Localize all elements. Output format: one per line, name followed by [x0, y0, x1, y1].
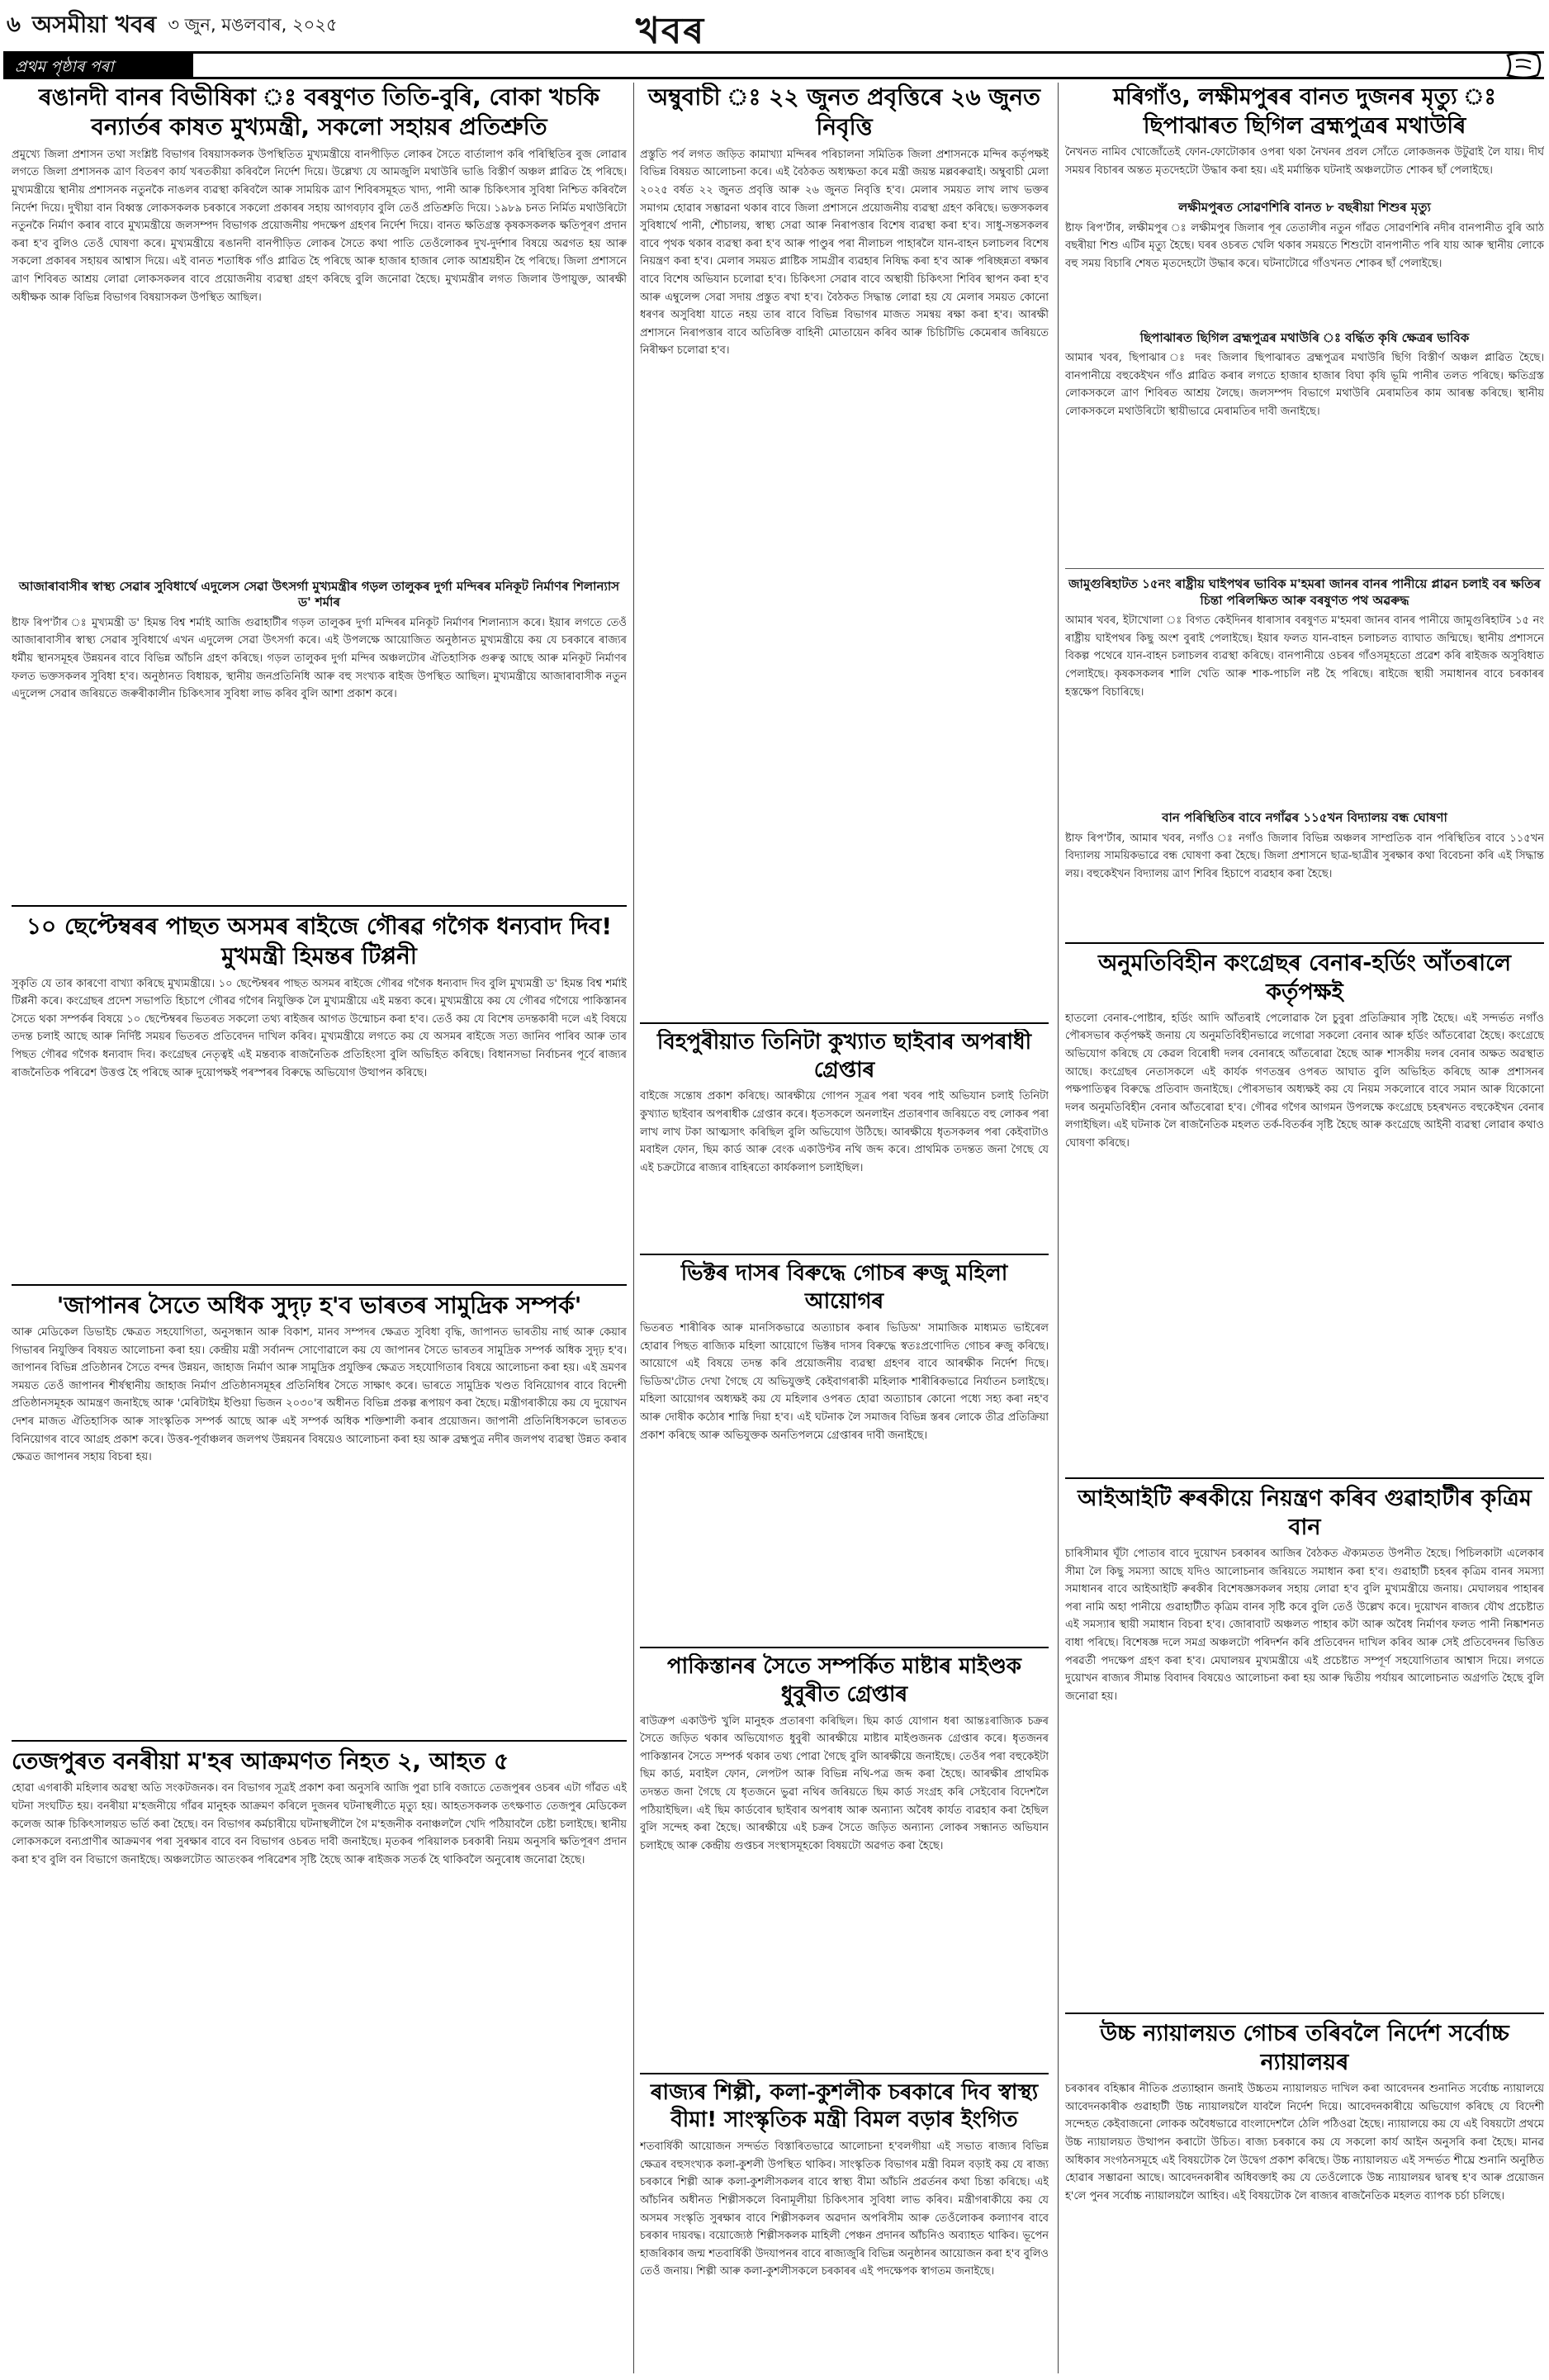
subheadline: বান পৰিস্থিতিৰ বাবে নগাঁৱৰ ১১৫খন বিদ্যালয় বন্ধ ঘোষণা — [1162, 810, 1447, 826]
headline: বিহপুৰীয়াত তিনিটা কুখ্যাত ছাইবাৰ অপৰাধী গ্ৰেপ্তাৰ — [656, 1029, 1032, 1083]
divider — [640, 1022, 1049, 1024]
divider — [1065, 2013, 1544, 2014]
story-ranganadi — [12, 83, 627, 900]
article-body: বাইজে সন্তোষ প্ৰকাশ কৰিছে। আৰক্ষীয়ে গোপন সূত্ৰৰ পৰা খবৰ পাই অভিযান চলাই তিনিটা কুখ্যাত ছাইবাৰ অপৰাধীক গ্ৰেপ্তাৰ কৰে। ধৃতসকলে অনলাইন প্ৰতাৰণাৰ জৰিয়তে বহু লোকৰ পৰা লাখ লাখ টকা আত্মসাৎ কৰিছিল বুলি অভিযোগ উঠিছে। আৰক্ষীয়ে ধৃতসকলৰ পৰা কেইবাটাও মবাইল ফোন, ছিম কাৰ্ড আৰু বেংক একাউণ্টৰ নথি জব্দ কৰে। প্ৰাথমিক তদন্তত জনা গৈছে যে এই চক্ৰটোৱে ৰাজ্যৰ বাহিৰতো কাৰ্যকলাপ চলাইছিল। — [640, 1090, 1049, 1174]
story-supreme — [1065, 2019, 1544, 2328]
divider — [640, 1647, 1049, 1648]
article-body: ষ্টাফ ৰিপ'ৰ্টাৰ ঃ মুখ্যমন্ত্ৰী ড' হিমন্ত বিশ্ব শৰ্মাই আজি গুৱাহাটীৰ গড়ল তালুকৰ দুৰ্গা মন্দিৰৰ মনিকূট নিৰ্মাণৰ শিলান্যাস কৰে। ইয়াৰ লগতে তেওঁ আজাৰাবাসীৰ স্বাস্থ্য সেৱাৰ সুবিধাৰ্থে এখন এদুলেন্স সেৱা উৎসৰ্গা কৰে। এই উপলক্ষে আয়োজিত অনুষ্ঠানত মুখ্যমন্ত্ৰীয়ে কয় যে চৰকাৰে ৰাজ্যৰ ধৰ্মীয় স্থানসমূহৰ উন্নয়নৰ বাবে বিভিন্ন আঁচনি গ্ৰহণ কৰিছে। গড়ল তালুকৰ দুৰ্গা মন্দিৰ অঞ্চলটোৰ ঐতিহাসিক গুৰুত্ব আছে আৰু মনিকূট নিৰ্মাণৰ ফলত ভক্তসকলৰ সুবিধা হ'ব। অনুষ্ঠানত বিধায়ক, স্থানীয় জনপ্ৰতিনিধি আৰু বহু সংখ্যক ৰাইজ উপস্থিত আছিল। মুখ্যমন্ত্ৰীয়ে আজাৰাবাসীক নতুন এদুলেন্স সেৱাৰ জৰিয়তে জৰুৰীকালীন চিকিৎসাৰ সুবিধা লাভ কৰিব বুলি আশা প্ৰকাশ কৰে। — [12, 616, 627, 701]
article-body: আমাৰ খবৰ, ছিপাঝাৰ ঃ দৰং জিলাৰ ছিপাঝাৰত ব্ৰহ্মপুত্ৰৰ মথাউৰি ছিগি বিস্তীৰ্ণ অঞ্চল প্লাৱিত হৈছে। বানপানীয়ে বহুকেইখন গাঁও প্লাৱিত কৰাৰ লগতে হাজাৰ হাজাৰ বিঘা কৃষি ভূমি পানীৰ তলত পৰিছে। ক্ষতিগ্ৰস্ত লোকসকলে ত্ৰাণ শিবিৰত আশ্ৰয় লৈছে। জলসম্পদ বিভাগে মথাউৰি মেৰামতিৰ কাম আৰম্ভ কৰিছে। স্থানীয় লোকসকলে মথাউৰিটো স্থায়ীভাৱে মেৰামতিৰ দাবী জনাইছে। — [1065, 352, 1544, 418]
headline: ৰঙানদী বানৰ বিভীষিকা ঃ বৰষুণত তিতি-বুৰি, বোকা খচকি বন্যাৰ্তৰ কাষত মুখ্যমন্ত্ৰী, সকলো সহায়ৰ প্ৰতিশ্ৰুতি — [38, 83, 600, 141]
article-body: সুকৃতি যে তাৰ কাৰণো বাখ্যা কৰিছে মুখ্যমন্ত্ৰীয়ে। ১০ ছেপ্টেম্বৰৰ পাছত অসমৰ ৰাইজে গৌৰৱ গগৈক ধন্যবাদ দিব বুলি মুখ্যমন্ত্ৰী ড' হিমন্ত বিশ্ব শৰ্মাই টিপ্পনী কৰে। কংগ্ৰেছৰ প্ৰদেশ সভাপতি হিচাপে গৌৰৱ গগৈৰ নিযুক্তিক লৈ মুখ্যমন্ত্ৰীয়ে এই মন্তব্য কৰে। মুখ্যমন্ত্ৰীয়ে কয় যে গৌৰৱ গগৈয়ে পাকিস্তানৰ সৈতে থকা সম্পৰ্কৰ বিষয়ে ১০ ছেপ্টেম্বৰৰ ভিতৰত সকলো তথ্য ৰাইজৰ আগত উন্মোচন কৰা হ'ব। তেওঁ কয় যে বিশেষ তদন্তকাৰী দলে এই বিষয়ে তদন্ত চলাই আছে আৰু নিৰ্দিষ্ট সময়ৰ ভিতৰত প্ৰতিবেদন দাখিল কৰিব। মুখ্যমন্ত্ৰীয়ে লগতে কয় যে অসমৰ ৰাইজে সত্য জানিব পাৰিব আৰু তাৰ পিছত গৌৰৱ গগৈক ধন্যবাদ দিব। কংগ্ৰেছৰ নেতৃত্বই এই মন্তব্যক ৰাজনৈতিক প্ৰতিহিংসা বুলি অভিহিত কৰিছে। বিধানসভা নিৰ্বাচনৰ পূৰ্বে ৰাজ্যৰ ৰাজনৈতিক পৰিৱেশ উত্তপ্ত হৈ পৰিছে আৰু দুয়োপক্ষই পৰস্পৰৰ বিৰুদ্ধে অভিযোগ উত্থাপন কৰিছে। — [12, 977, 627, 1079]
divider — [12, 1284, 627, 1286]
article-body: হাতলো বেনাৰ-পোষ্টাৰ, হৰ্ডিং আদি আঁতৰাই পেলোৱাক লৈ চুবুৰা প্ৰতিক্ৰিয়াৰ সৃষ্টি হৈছে। এই সন্দৰ্ভত নগাঁও পৌৰসভাৰ কৰ্তৃপক্ষই জনায় যে অনুমতিবিহীনভাৱে লগোৱা সকলো বেনাৰ আৰু হৰ্ডিং আঁতৰোৱা হৈছে। কংগ্ৰেছে অভিযোগ কৰিছে যে কেৱল বিৰোধী দলৰ বেনাৰহে আঁতৰোৱা হৈছে আৰু শাসকীয় দলৰ বেনাৰ অক্ষত অৱস্থাত আছে। কংগ্ৰেছৰ নেতাসকলে এই কাৰ্যক গণতন্ত্ৰৰ ওপৰত আঘাত বুলি অভিহিত কৰিছে আৰু প্ৰশাসনৰ পক্ষপাতিত্বৰ বিৰুদ্ধে প্ৰতিবাদ জনাইছে। পৌৰসভাৰ অধ্যক্ষই কয় যে নিয়ম সকলোৰে বাবে সমান আৰু যিকোনো দলৰ অনুমতিবিহীন বেনাৰ আঁতৰোৱা হ'ব। গৌৰৱ গগৈৰ আগমন উপলক্ষে কংগ্ৰেছে চহৰখনত বহুকেইখন বেনাৰ লগাইছিল। এই ঘটনাক লৈ ৰাজনৈতিক মহলত তৰ্ক-বিতৰ্কৰ সৃষ্টি হৈছে আৰু কংগ্ৰেছে আইনী ব্যৱস্থা লোৱাৰ কথাও ঘোষণা কৰিছে। — [1065, 1012, 1544, 1150]
page-title: খবৰ — [636, 10, 706, 52]
page-number: ৬ — [7, 12, 21, 37]
story-tezpur — [12, 1747, 627, 2027]
story-bihpuria — [640, 1029, 1049, 1249]
headline: পাকিস্তানৰ সৈতে সম্পৰ্কিত মাষ্টাৰ মাইণ্ডক ধুবুৰীত গ্ৰেপ্তাৰ — [667, 1653, 1021, 1707]
divider — [640, 1254, 1049, 1255]
article-body: চৰকাৰৰ বহিষ্কাৰ নীতিক প্ৰত্যাহ্বান জনাই উচ্চতম ন্যায়ালয়ত দাখিল কৰা আবেদনৰ শুনানিত সৰ্বোচ্চ ন্যায়ালয়ে আবেদনকাৰীক গুৱাহাটী উচ্চ ন্যায়ালয়লৈ যাবলৈ নিৰ্দেশ দিয়ে। আবেদনকাৰীয়ে অভিযোগ কৰিছে যে বিদেশী সন্দেহত কেইবাজনো লোকক অবৈধভাৱে বাংলাদেশলৈ ঠেলি পঠিওৱা হৈছে। ন্যায়ালয়ে কয় যে এই বিষয়টো প্ৰথমে উচ্চ ন্যায়ালয়ত উত্থাপন কৰাটো উচিত। ৰাজ্য চৰকাৰে কয় যে সকলো কাৰ্য আইন অনুসৰি কৰা হৈছে। মানৱ অধিকাৰ সংগঠনসমূহে এই বিষয়টোক লৈ উদ্বেগ প্ৰকাশ কৰিছে। উচ্চ ন্যায়ালয়ত এই সন্দৰ্ভত শীঘ্ৰে শুনানি অনুষ্ঠিত হোৱাৰ সম্ভাৱনা আছে। আবেদনকাৰীৰ অধিবক্তাই কয় যে তেওঁলোকে উচ্চ ন্যায়ালয়ৰ দ্বাৰস্থ হ'ব আৰু প্ৰয়োজন হ'লে পুনৰ সৰ্বোচ্চ ন্যায়ালয়লৈ আহিব। এই বিষয়টোক লৈ ৰাজ্যৰ ৰাজনৈতিক মহলত ব্যাপক চৰ্চা চলিছে। — [1065, 2083, 1544, 2202]
divider — [1065, 942, 1544, 944]
story-iit — [1065, 1484, 1544, 2008]
story-ambubachi — [640, 83, 1049, 1017]
story-morigaon — [1065, 83, 1544, 564]
paper-name: অসমীয়া খবৰ — [31, 10, 157, 38]
section-strip — [3, 51, 1544, 79]
masthead — [0, 0, 1549, 51]
headline: মৰিগাঁও, লক্ষীমপুৰৰ বানত দুজনৰ মৃত্যু ঃ ছিপাঝাৰত ছিগিল ব্ৰহ্মপুত্ৰৰ মথাউৰি — [1113, 84, 1496, 140]
article-body: নৈখনত নামিব খোজোঁতেই ফোন-ফোটোকাৰ ওপৰা থকা নৈখনৰ প্ৰবল সোঁতে লোকজনক উটুৱাই লৈ যায়। দীৰ্ঘ সময়ৰ বিচাৰৰ অন্তত মৃতদেহটো উদ্ধাৰ কৰা হয়। এই মৰ্মান্তিক ঘটনাই অঞ্চলটোত শোকৰ ছাঁ পেলাইছে। — [1065, 146, 1544, 177]
article-body: ভিতৰত শাৰীৰিক আৰু মানসিকভাৱে অত্যাচাৰ কৰাৰ ভিডিঅ' সামাজিক মাধ্যমত ভাইৰেল হোৱাৰ পিছত ৰাজ্যিক মহিলা আয়োগে ভিক্টৰ দাসৰ বিৰুদ্ধে স্বতঃপ্ৰণোদিত গোচৰ ৰুজু কৰিছে। আয়োগে এই বিষয়ে তদন্ত কৰি প্ৰয়োজনীয় ব্যৱস্থা গ্ৰহণৰ বাবে আৰক্ষীক নিৰ্দেশ দিছে। ভিডিঅ'টোত দেখা গৈছে যে অভিযুক্তই কেইবাগৰাকী মহিলাক শাৰীৰিকভাৱে নিৰ্যাতন চলাইছে। মহিলা আয়োগৰ অধ্যক্ষই কয় যে মহিলাৰ ওপৰত হোৱা অত্যাচাৰ কোনো পধ্যে সহ্য কৰা নহ'ব আৰু দোষীক কঠোৰ শাস্তি দিয়া হ'ব। এই ঘটনাক লৈ সমাজৰ বিভিন্ন স্তৰৰ লোকে তীব্ৰ প্ৰতিক্ৰিয়া প্ৰকাশ কৰিছে আৰু অভিযুক্তক অনতিপলমে গ্ৰেপ্তাৰৰ দাবী জনাইছে। — [640, 1321, 1049, 1442]
divider — [1065, 568, 1544, 569]
headline: ৰাজ্যৰ শিল্পী, কলা-কুশলীক চৰকাৰে দিব স্বাস্থ্য বীমা! সাংস্কৃতিক মন্ত্ৰী বিমল বড়াৰ ইংগিত — [650, 2079, 1039, 2133]
publication-date: ৩ জুন, মঙলবাৰ, ২০২৫ — [168, 14, 338, 35]
headline: অনুমতিবিহীন কংগ্ৰেছৰ বেনাৰ-হৰ্ডিং আঁতৰালে কৰ্তৃপক্ষই — [1097, 950, 1512, 1005]
story-artists — [640, 2079, 1049, 2375]
divider — [12, 1740, 627, 1742]
column-left — [12, 83, 627, 2375]
story-jamuguri — [1065, 573, 1544, 937]
divider — [1065, 1477, 1544, 1479]
article-body: চাৰিসীমাৰ ঘূঁটা পোতাৰ বাবে দুয়োখন চৰকাৰৰ আজিৰ বৈঠকত ঐক্যমতত উপনীত হৈছে। পিচিলকাটা এলেকাৰ সীমা লৈ কিছু সমস্যা আছে যদিও আলোচনাৰ জৰিয়তে সমাধান কৰা হ'ব। গুৱাহাটী চহৰৰ কৃত্ৰিম বানৰ সমস্যা সমাধানৰ বাবে আইআইটি ৰুৰকীৰ বিশেষজ্ঞসকলৰ সহায় লোৱা হ'ব বুলি মুখ্যমন্ত্ৰীয়ে জনায়। মেঘালয়ৰ পাহাৰৰ পৰা নামি অহা পানীয়ে গুৱাহাটীত কৃত্ৰিম বানৰ সৃষ্টি কৰে বুলি তেওঁ উল্লেখ কৰে। দুয়োখন ৰাজ্যৰ যৌথ প্ৰচেষ্টাত এই সমস্যাৰ স্থায়ী সমাধান বিচৰা হ'ব। জোৰাবাট অঞ্চলত পাহাৰ কটা আৰু অবৈধ নিৰ্মাণৰ ফলত পানী নিষ্কাশনত বাধা পৰিছে। বিশেষজ্ঞ দলে সমগ্ৰ অঞ্চলটো পৰিদৰ্শন কৰি প্ৰতিবেদন দাখিল কৰিব আৰু সেই প্ৰতিবেদনৰ ভিত্তিত পৰৱৰ্তী পদক্ষেপ গ্ৰহণ কৰা হ'ব। মেঘালয়ৰ মুখ্যমন্ত্ৰীয়ে এই প্ৰচেষ্টাত সম্পূৰ্ণ সহযোগিতাৰ আশ্বাস দিয়ে। লগতে দুয়োখন ৰাজ্যৰ সীমান্ত বিবাদৰ বিষয়েও আলোচনা কৰা হয় আৰু দ্বিতীয় পৰ্যায়ৰ আলোচনাত অগ্ৰগতি হৈছে বুলি জনোৱা হয়। — [1065, 1548, 1544, 1703]
article-body: ৰাউত্ৰুপ একাউণ্ট খুলি মানুহক প্ৰতাৰণা কৰিছিল। ছিম কাৰ্ড যোগান ধৰা আন্তঃৰাজ্যিক চক্ৰৰ সৈতে জড়িত থকাৰ অভিযোগত ধুবুৰী আৰক্ষীয়ে মাষ্টাৰ মাইণ্ডজনক গ্ৰেপ্তাৰ কৰে। ধৃতজনৰ পাকিস্তানৰ সৈতে সম্পৰ্ক থকাৰ তথ্য পোৱা গৈছে বুলি আৰক্ষীয়ে জনাইছে। তেওঁৰ পৰা বহুকেইটা ছিম কাৰ্ড, মবাইল ফোন, লেপটপ আৰু বিভিন্ন নথি-পত্ৰ জব্দ কৰা হৈছে। আৰক্ষীৰ প্ৰাথমিক তদন্তত জনা গৈছে যে ধৃতজনে ভুৱা নথিৰ জৰিয়তে ছিম কাৰ্ড সংগ্ৰহ কৰি সেইবোৰ বিদেশলৈ পঠিয়াইছিল। এই ছিম কাৰ্ডবোৰ ছাইবাৰ অপৰাধ আৰু অন্যান্য অবৈধ কাৰ্যত ব্যৱহাৰ কৰা হৈছিল বুলি সন্দেহ কৰা হৈছে। আৰক্ষীয়ে এই চক্ৰৰ সৈতে জড়িত অন্যান্য লোকৰ সন্ধানত অভিযান চলাইছে আৰু কেন্দ্ৰীয় গুপ্তচৰ সংস্থাসমূহকো বিষয়টো অৱগত কৰা হৈছে। — [640, 1714, 1049, 1852]
headline: উচ্চ ন্যায়ালয়ত গোচৰ তৰিবলৈ নিৰ্দেশ সৰ্বোচ্চ ন্যায়ালয়ৰ — [1100, 2021, 1509, 2076]
subheadline: ছিপাঝাৰত ছিগিল ব্ৰহ্মপুত্ৰৰ মথাউৰি ঃ বৰ্দ্ধিত কৃষি ক্ষেত্ৰৰ ভাবিক — [1139, 330, 1470, 345]
subheadline: লক্ষীমপুৰত সোৱণশিৰি বানত ৮ বছৰীয়া শিশুৰ মৃত্যু — [1178, 200, 1431, 216]
headline: ভিক্টৰ দাসৰ বিৰুদ্ধে গোচৰ ৰুজু মহিলা আয়োগৰ — [680, 1261, 1008, 1315]
divider — [640, 2073, 1049, 2074]
column-rule — [633, 83, 634, 2373]
headline: 'জাপানৰ সৈতে অধিক সুদৃঢ় হ'ব ভাৰতৰ সামুদ্ৰিক সম্পৰ্ক' — [56, 1291, 582, 1319]
divider — [12, 905, 627, 907]
story-gaurav — [12, 912, 627, 1279]
subheadline: আজাৰাবাসীৰ স্বাস্থ্য সেৱাৰ সুবিধাৰ্থে এদুলেস সেৱা উৎসৰ্গা মুখ্যমন্ত্ৰীৰ গড়ল তালুকৰ দুৰ্গা মন্দিৰৰ মনিকূট নিৰ্মাণৰ শিলান্যাস ড' শৰ্মাৰ — [18, 578, 620, 610]
column-right — [1065, 83, 1544, 2375]
story-congress — [1065, 949, 1544, 1472]
article-body: শতবাৰ্ষিকী আয়োজন সন্দৰ্ভত বিস্তাৰিতভাৱে আলোচনা হ'বলগীয়া এই সভাত ৰাজ্যৰ বিভিন্ন ক্ষেত্ৰৰ বহুসংখ্যক কলা-কুশলী উপস্থিত থাকিব। সাংস্কৃতিক বিভাগৰ মন্ত্ৰী বিমল বড়াই কয় যে ৰাজ্য চৰকাৰে শিল্পী আৰু কলা-কুশলীসকলৰ বাবে স্বাস্থ্য বীমা আঁচনি প্ৰৱৰ্তনৰ কথা চিন্তা কৰিছে। এই আঁচনিৰ অধীনত শিল্পীসকলে বিনামূলীয়া চিকিৎসাৰ সুবিধা লাভ কৰিব। মন্ত্ৰীগৰাকীয়ে কয় যে অসমৰ সংস্কৃতি সুৰক্ষাৰ বাবে শিল্পীসকলৰ অৱদান অপৰিসীম আৰু তেওঁলোকৰ কল্যাণৰ বাবে চৰকাৰ দায়বদ্ধ। বয়োজ্যেষ্ঠ শিল্পীসকলক মাহিলী পেঞ্চন প্ৰদানৰ আঁচনিও অব্যাহত থাকিব। ভূপেন হাজৰিকাৰ জন্ম শতবাৰ্ষিকী উদযাপনৰ বাবে ৰাজ্যজুৰি বিভিন্ন অনুষ্ঠানৰ আয়োজন কৰা হ'ব বুলিও তেওঁ জনায়। শিল্পী আৰু কলা-কুশলীসকলে চৰকাৰৰ এই পদক্ষেপক স্বাগতম জনাইছে। — [640, 2141, 1049, 2278]
article-body: প্ৰস্তুতি পৰ্ব লগত জড়িত কামাখ্যা মন্দিৰৰ পৰিচালনা সমিতিক জিলা প্ৰশাসনকে মন্দিৰ কৰ্তৃপক্ষই বিভিন্ন বিষয়ত আলোচনা কৰে। এই বৈঠকত অধ্যক্ষতা কৰে মন্ত্ৰী জয়ন্ত মল্লবৰুৱাই। অম্বুবাচী মেলা ২০২৫ বৰ্ষত ২২ জুনত প্ৰবৃত্তি আৰু ২৬ জুনত নিবৃত্তি হ'ব। মেলাৰ সময়ত লাখ লাখ ভক্তৰ সমাগম হোৱাৰ সম্ভাৱনা থকাৰ বাবে জিলা প্ৰশাসনে প্ৰয়োজনীয় ব্যৱস্থা গ্ৰহণ কৰিছে। ভক্তসকলৰ সুবিধাৰ্থে পানী, শৌচালয়, স্বাস্থ্য সেৱা আৰু নিৰাপত্তাৰ বিশেষ ব্যৱস্থা কৰা হ'ব। সাধু-সন্তসকলৰ বাবে পৃথক থকাৰ ব্যৱস্থা কৰা হ'ব আৰু পাণ্ডুৰ পৰা নীলাচল পাহাৰলৈ যান-বাহন চলাচলৰ বিশেষ নিয়ন্ত্ৰণ কৰা হ'ব। মেলাৰ সময়ত প্লাষ্টিক সামগ্ৰীৰ ব্যৱহাৰ নিষিদ্ধ কৰা হ'ব আৰু পৰিচ্ছন্নতা ৰক্ষাৰ বাবে বিশেষ অভিযান চলোৱা হ'ব। চিকিৎসা সেৱাৰ বাবে অস্থায়ী চিকিৎসা শিবিৰ স্থাপন কৰা হ'ব আৰু এম্বুলেন্স সেৱা সদায় প্ৰস্তুত ৰখা হ'ব। বৈঠকত সিদ্ধান্ত লোৱা হয় যে মেলাৰ সময়ত কোনো ধৰণৰ অসুবিধা যাতে নহয় তাৰ বাবে বিভিন্ন বিভাগৰ মাজত সমন্বয় ৰক্ষা কৰা হ'ব। আৰক্ষী প্ৰশাসনে নিৰাপত্তাৰ বাবে অতিৰিক্ত বাহিনী মোতায়েন কৰিব আৰু চিচিটিভি কেমেৰাৰ জৰিয়তে নিৰীক্ষণ চলোৱা হ'ব। — [640, 148, 1049, 358]
column-middle — [640, 83, 1049, 2375]
story-japan — [12, 1291, 627, 1735]
article-body: আমাৰ খবৰ, ইটাখোলা ঃ বিগত কেইদিনৰ ধাৰাসাৰ বৰষুণত ম'হমৰা জানৰ বানৰ পানীয়ে জামুগুৰিহাটৰ ১৫ নং ৰাষ্ট্ৰীয় ঘাইপথৰ কিছু অংশ বুৰাই পেলাইছে। ইয়াৰ ফলত যান-বাহন চলাচলত ব্যাঘাত জন্মিছে। স্থানীয় প্ৰশাসনে বিকল্প পথেৰে যান-বাহন চলাচলৰ ব্যৱস্থা কৰিছে। বানপানীয়ে ওচৰৰ গাঁওসমূহতো প্ৰৱেশ কৰি ৰাইজক অসুবিধাত পেলাইছে। কৃষকসকলৰ শালি খেতি আৰু শাক-পাচলি নষ্ট হৈ পৰিছে। ৰাইজে স্থায়ী সমাধানৰ বাবে চৰকাৰৰ হস্তক্ষেপ বিচাৰিছে। — [1065, 614, 1544, 699]
story-bhiktor — [640, 1260, 1049, 1642]
headline: তেজপুৰত বনৰীয়া ম'হৰ আক্ৰমণত নিহত ২, আহত ৫ — [12, 1747, 509, 1775]
headline: অম্বুবাচী ঃ ২২ জুনত প্ৰবৃত্তিৰে ২৬ জুনত নিবৃত্তি — [647, 83, 1041, 141]
column-rule — [1058, 83, 1059, 2373]
subheadline: জামুগুৰিহাটত ১৫নং ৰাষ্ট্ৰীয় ঘাইপথৰ ভাবিক ম'হমৰা জানৰ বানৰ পানীয়ে প্লাৱন চলাই বৰ ক্ষতিৰ চিন্তা পৰিলক্ষিত আৰু বৰষুণত পথ অৱৰুদ্ধ — [1068, 576, 1541, 608]
article-body: প্ৰমুখ্যে জিলা প্ৰশাসন তথা সংশ্লিষ্ট বিভাগৰ বিষয়াসকলক উপস্থিতিত মুখ্যমন্ত্ৰীয়ে বানপীড়িত লোকৰ সৈতে বাৰ্তালাপ কৰি পৰিস্থিতিৰ বুজ লোৱাৰ লগতে জিলা প্ৰশাসনক ত্ৰাণ বিতৰণ কাৰ্য খৰতকীয়া কৰিবলৈ নিৰ্দেশ দিয়ে। উল্লেখ্য যে আমজুলি মথাউৰি ভাঙি বিস্তীৰ্ণ অঞ্চল প্লাৱিত হৈ পৰিছে। মুখ্যমন্ত্ৰীয়ে স্থানীয় প্ৰশাসনক নতুনকৈ নাঙলৰ ব্যৱস্থা কৰিবলৈ আৰু সাময়িক ত্ৰাণ শিবিৰসমূহত খাদ্য, পানী আৰু চিকিৎসাৰ সুবিধা নিশ্চিত কৰিবলৈ নিৰ্দেশ দিয়ে। দুখীয়া বান বিধ্বস্ত লোকসকলক চৰকাৰে সকলো প্ৰকাৰৰ সহায় আগবঢ়াব বুলি তেওঁ প্ৰতিশ্ৰুতি দিয়ে। ১৯৮৯ চনত নিৰ্মিত মথাউৰিটো নতুনকৈ নিৰ্মাণ কৰাৰ বাবে মুখ্যমন্ত্ৰীয়ে জলসম্পদ বিভাগক প্ৰয়োজনীয় পদক্ষেপ গ্ৰহণৰ নিৰ্দেশ দিয়ে। বানত ক্ষতিগ্ৰস্ত কৃষকসকলক ক্ষতিপূৰণ প্ৰদান কৰা হ'ব বুলিও তেওঁ ঘোষণা কৰে। মুখ্যমন্ত্ৰীয়ে ৰঙানদী বানপীড়িত লোকৰ সৈতে কথা পাতি তেওঁলোকৰ দুখ-দুৰ্দশাৰ বিষয়ে অৱগত হয় আৰু সকলো প্ৰকাৰৰ সহায়ৰ আশ্বাস দিয়ে। এই বানত শতাধিক গাঁও প্লাৱিত হৈ পৰিছে আৰু হাজাৰ হাজাৰ লোক আশ্ৰয়হীন হৈ পৰিছে। জিলা প্ৰশাসনে ত্ৰাণ শিবিৰত আশ্ৰয় লোৱা লোকসকলৰ বাবে প্ৰয়োজনীয় ব্যৱস্থা গ্ৰহণ কৰিছে বুলি জনোৱা হৈছে। মুখ্যমন্ত্ৰীৰ লগত জিলাৰ উপায়ুক্ত, আৰক্ষী অধীক্ষক আৰু বিভিন্ন বিভাগৰ বিষয়াসকল উপস্থিত আছিল। — [12, 148, 627, 304]
article-body: ষ্টাফ ৰিপ'ৰ্টাৰ, আমাৰ খবৰ, নগাঁও ঃ নগাঁও জিলাৰ বিভিন্ন অঞ্চলৰ সাম্প্ৰতিক বান পৰিস্থিতিৰ বাবে ১১৫খন বিদ্যালয় সাময়িকভাৱে বন্ধ ঘোষণা কৰা হৈছে। জিলা প্ৰশাসনে ছাত্ৰ-ছাত্ৰীৰ সুৰক্ষাৰ কথা বিবেচনা কৰি এই সিদ্ধান্ত লয়। বহুকেইখন বিদ্যালয় ত্ৰাণ শিবিৰ হিচাপে ব্যৱহাৰ কৰা হৈছে। — [1065, 832, 1544, 880]
scroll-icon — [1504, 49, 1542, 82]
headline: আইআইটি ৰুৰকীয়ে নিয়ন্ত্ৰণ কৰিব গুৱাহাটীৰ কৃত্ৰিম বান — [1078, 1485, 1532, 1540]
headline: ১০ ছেপ্টেম্বৰৰ পাছত অসমৰ ৰাইজে গৌৰৱ গগৈক ধন্যবাদ দিব! মুখমন্ত্ৰী হিমন্তৰ টিপ্পনী — [26, 912, 613, 970]
article-body: হোৱা এগৰাকী মহিলাৰ অৱস্থা অতি সংকটজনক। বন বিভাগৰ সূত্ৰই প্ৰকাশ কৰা অনুসৰি আজি পুৱা চাৰি বজাতে তেজপুৰৰ ওচৰৰ এটা গাঁৱত এই ঘটনা সংঘটিত হয়। বনৰীয়া ম'হজনীয়ে গাঁৱৰ মানুহক আক্ৰমণ কৰিলে দুজনৰ ঘটনাস্থলীতে মৃত্যু হয়। আহতসকলক তৎক্ষণাত তেজপুৰ মেডিকেল কলেজ আৰু চিকিৎসালয়ত ভৰ্তি কৰা হৈছে। বন বিভাগৰ কৰ্মচাৰীয়ে ঘটনাস্থলীলৈ গৈ ম'হজনীক বনাঞ্চললৈ খেদি পঠিয়াবলৈ চেষ্টা চলাইছে। স্থানীয় লোকসকলে বন্যপ্ৰাণীৰ আক্ৰমণৰ পৰা সুৰক্ষাৰ বাবে বন বিভাগৰ ওচৰত দাবী জনাইছে। মৃতকৰ পৰিয়ালক চৰকাৰী নিয়ম অনুসৰি ক্ষতিপূৰণ প্ৰদান কৰা হ'ব বুলি বন বিভাগে জনাইছে। অঞ্চলটোত আতংকৰ পৰিৱেশৰ সৃষ্টি হৈছে আৰু ৰাইজক সতৰ্ক হৈ থাকিবলৈ অনুৰোধ জনোৱা হৈছে। — [12, 1782, 627, 1866]
article-body: আৰু মেডিকেল ডিভাইচ ক্ষেত্ৰত সহযোগিতা, অনুসন্ধান আৰু বিকাশ, মানব সম্পদৰ ক্ষেত্ৰত সুবিধা বৃদ্ধি, জাপানত ভাৰতীয় নাৰ্ছ আৰু কেয়াৰ গিভাৰৰ নিযুক্তিৰ বিষয়ত আলোচনা কৰা হয়। কেন্দ্ৰীয় মন্ত্ৰী সৰ্বানন্দ সোণোৱালে কয় যে জাপানৰ সৈতে ভাৰতৰ সামুদ্ৰিক সম্পৰ্ক অধিক সুদৃঢ় হ'ব। জাপানৰ বিভিন্ন প্ৰতিষ্ঠানৰ সৈতে বন্দৰ উন্নয়ন, জাহাজ নিৰ্মাণ আৰু সামুদ্ৰিক প্ৰযুক্তিৰ ক্ষেত্ৰত সহযোগিতাৰ বিষয়ে আলোচনা কৰা হয়। এই ভ্ৰমণৰ সময়ত তেওঁ জাপানৰ শীৰ্ষস্থানীয় জাহাজ নিৰ্মাণ প্ৰতিষ্ঠানসমূহৰ প্ৰতিনিধিৰ সৈতে সাক্ষাৎ কৰে। ভাৰতে সামুদ্ৰিক খণ্ডত বিনিয়োগৰ বাবে বিদেশী প্ৰতিষ্ঠানসমূহক আমন্ত্ৰণ জনাইছে আৰু 'মেৰিটাইম ইণ্ডিয়া ভিজন ২০৩০'ৰ অধীনত বিভিন্ন প্ৰকল্প ৰূপায়ণ কৰা হৈছে। মন্ত্ৰীগৰাকীয়ে কয় যে দুয়োখন দেশৰ মাজত ঐতিহাসিক আৰু সাংস্কৃতিক সম্পৰ্ক আছে আৰু এই সম্পৰ্ক অধিক শক্তিশালী কৰাৰ প্ৰয়োজন। জাপানী প্ৰতিনিধিসকলে ভাৰতত বিনিয়োগৰ বাবে আগ্ৰহ প্ৰকাশ কৰে। উত্তৰ-পূৰ্বাঞ্চলৰ জলপথ উন্নয়নৰ বিষয়েও আলোচনা কৰা হয় আৰু ব্ৰহ্মপুত্ৰ নদীৰ জলপথ ব্যৱস্থা উন্নত কৰাৰ ক্ষেত্ৰত জাপানৰ সহায় বিচৰা হয়। — [12, 1325, 627, 1464]
article-body: ষ্টাফ ৰিপ'ৰ্টাৰ, লক্ষীমপুৰ ঃ লক্ষীমপুৰ জিলাৰ পূৰ তেতালীৰ নতুন গাঁৱত সোৱণশিৰি নদীৰ বানপানীত বুৰি আঠ বছৰীয়া শিশু এটিৰ মৃত্যু হৈছে। ঘৰৰ ওচৰত খেলি থকাৰ সময়তে শিশুটো বানপানীত পৰি যায় আৰু স্থানীয় লোকে বহু সময় বিচাৰি শেষত মৃতদেহটো উদ্ধাৰ কৰে। ঘটনাটোৱে গাঁওখনত শোকৰ ছাঁ পেলাইছে। — [1065, 221, 1544, 270]
story-pakistan — [640, 1653, 1049, 2068]
section-label: প্ৰথম পৃষ্ঠাৰ পৰা — [3, 54, 193, 77]
